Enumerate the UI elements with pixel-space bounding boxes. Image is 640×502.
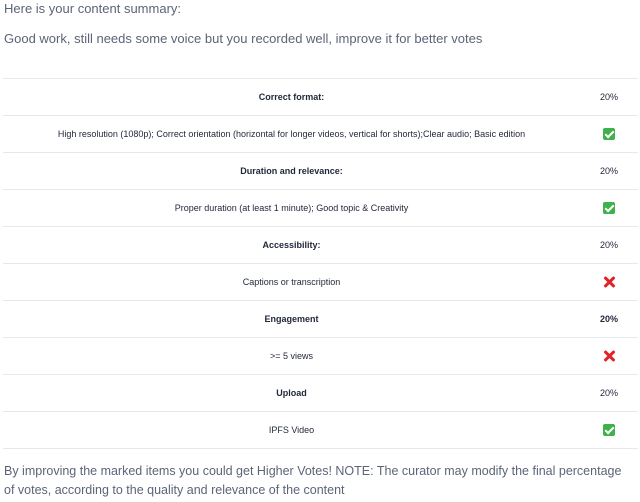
table-row-duration-detail [3, 190, 638, 227]
criteria-detail: IPFS Video [268, 425, 315, 435]
cross-icon [603, 350, 615, 362]
criteria-detail: Proper duration (at least 1 minute); Good topic & Creativity [174, 203, 409, 213]
table-row-engagement-detail [3, 338, 638, 375]
table-row-engagement [3, 301, 638, 338]
table-row-duration-relevance [3, 153, 638, 190]
criteria-detail: >= 5 views [269, 351, 314, 361]
criteria-heading: Engagement [264, 314, 319, 324]
table-row-accessibility [3, 227, 638, 264]
table-row-format-detail [3, 116, 638, 153]
check-icon [603, 128, 615, 140]
table-row-upload-detail [3, 412, 638, 449]
criteria-heading: Accessibility: [262, 240, 321, 250]
criteria-detail: High resolution (1080p); Correct orientation (horizontal for longer videos, vertical for shorts);Clear audio; Basic edition [57, 129, 526, 139]
criteria-heading: Duration and relevance: [240, 166, 343, 176]
criteria-percentage: 20% [599, 240, 618, 250]
check-icon [603, 424, 615, 436]
feedback-text: Good work, still needs some voice but you recorded well, improve it for better votes [4, 31, 483, 46]
improvement-note: By improving the marked items you could get Higher Votes! NOTE: The curator may modify the final percentage of votes, according to the quality and relevance of the content [4, 464, 622, 497]
criteria-heading: Correct format: [258, 92, 325, 102]
criteria-table [3, 78, 638, 449]
criteria-percentage: 20% [599, 92, 618, 102]
check-icon [603, 202, 615, 214]
criteria-percentage: 20% [599, 388, 618, 398]
criteria-heading: Upload [276, 388, 307, 398]
summary-intro: Here is your content summary: [4, 1, 182, 16]
table-row-upload [3, 375, 638, 412]
criteria-percentage: 20% [599, 314, 618, 324]
criteria-detail: Captions or transcription [242, 277, 341, 287]
table-row-correct-format [3, 79, 638, 116]
criteria-percentage: 20% [599, 166, 618, 176]
table-row-accessibility-detail [3, 264, 638, 301]
cross-icon [603, 276, 615, 288]
